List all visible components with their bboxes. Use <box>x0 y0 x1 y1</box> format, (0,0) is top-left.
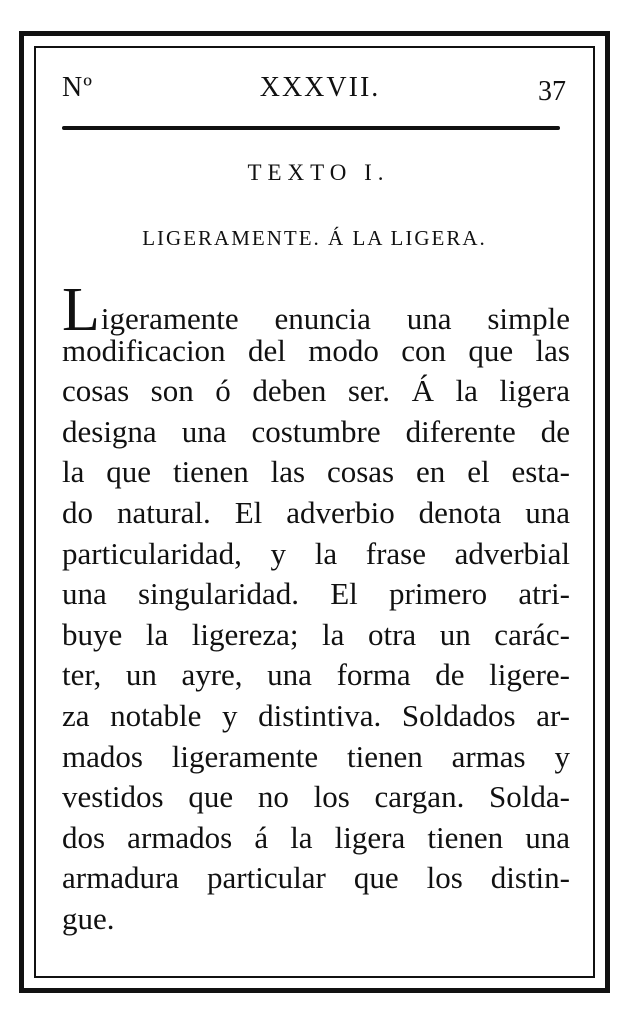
text-line: do natural. El adverbio denota una <box>62 494 570 530</box>
text-line: armadura particular que los distin- <box>62 860 570 896</box>
page-number: 37 <box>538 76 566 107</box>
text-line: la que tienen las cosas en el esta- <box>62 454 570 490</box>
text-line: designa una costumbre diferente de <box>62 413 570 449</box>
text-line: ter, un ayre, una forma de ligere- <box>62 657 570 693</box>
text-line: gue. <box>62 900 115 936</box>
body-paragraph <box>62 276 570 940</box>
text-line: buye la ligereza; la otra un carác- <box>62 616 570 652</box>
text-line: za notable y distintiva. Soldados ar- <box>62 697 570 733</box>
number-abbreviation: Nº <box>62 72 93 103</box>
drop-cap: L <box>62 276 100 344</box>
text-line: dos armados á la ligera tienen una <box>62 819 570 855</box>
header-rule <box>62 126 560 130</box>
text-line: particularidad, y la frase adverbial <box>62 535 570 571</box>
text-line: cosas son ó deben ser. Á la ligera <box>62 373 570 409</box>
text-line: modificacion del modo con que las <box>62 332 570 368</box>
text-line: una singularidad. El primero atri- <box>62 576 570 612</box>
page-header <box>62 72 568 112</box>
text-line: vestidos que no los cargan. Solda- <box>62 779 570 815</box>
section-title: TEXTO I. <box>247 160 390 185</box>
text-line <box>62 276 570 344</box>
entry-subtitle: LIGERAMENTE. Á LA LIGERA. <box>142 226 487 250</box>
text-line-content: igeramente enuncia una simple <box>100 301 570 336</box>
text-line: mados ligeramente tienen armas y <box>62 738 570 774</box>
article-number: XXXVII. <box>259 72 381 103</box>
